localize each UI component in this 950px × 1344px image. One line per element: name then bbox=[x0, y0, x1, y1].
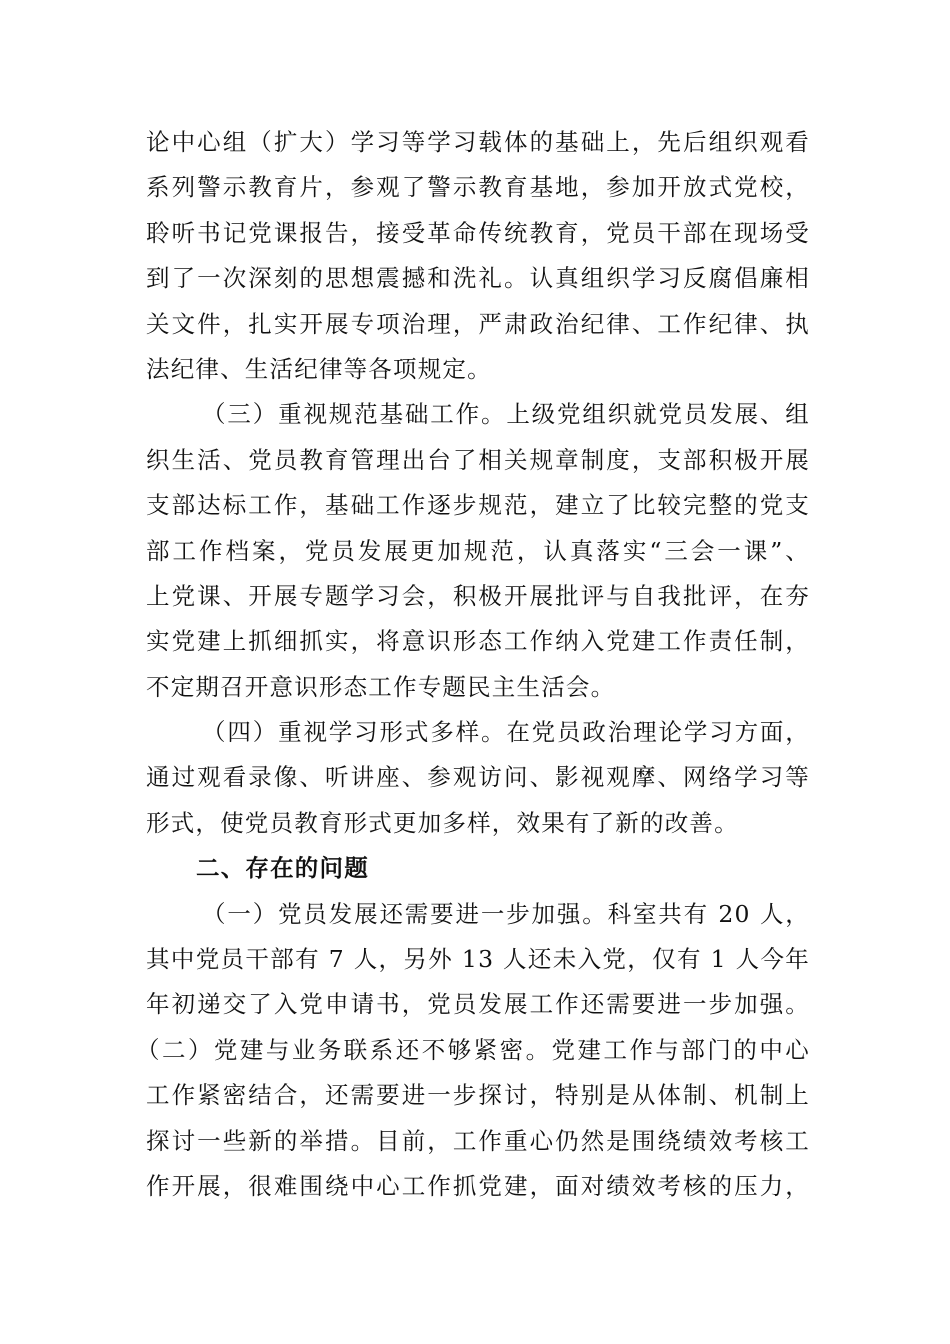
text-line: 法纪律、生活纪律等各项规定。 bbox=[146, 354, 492, 383]
paragraph-heading-3: （三）重视规范基础工作。上级党组织就党员发展、组 bbox=[202, 400, 810, 429]
text-line: 探讨一些新的举措。目前，工作重心仍然是围绕绩效考核工 bbox=[146, 1126, 810, 1155]
document-body bbox=[136, 120, 810, 1209]
section-heading: 二、存在的问题 bbox=[196, 854, 369, 883]
text-line: 关文件，扎实开展专项治理，严肃政治纪律、工作纪律、执 bbox=[146, 309, 810, 338]
text-line: 其中党员干部有 7 人，另外 13 人还未入党，仅有 1 人今年 bbox=[146, 945, 810, 974]
text-line: 聆听书记党课报告，接受革命传统教育，党员干部在现场受 bbox=[146, 218, 810, 247]
text-line: 作开展，很难围绕中心工作抓党建，面对绩效考核的压力， bbox=[146, 1171, 810, 1200]
text-line: 通过观看录像、听讲座、参观访问、影视观摩、网络学习等 bbox=[146, 763, 810, 792]
text-line: 形式，使党员教育形式更加多样，效果有了新的改善。 bbox=[146, 808, 739, 837]
text-line: 到了一次深刻的思想震撼和洗礼。认真组织学习反腐倡廉相 bbox=[146, 264, 810, 293]
paragraph-heading-4: （四）重视学习形式多样。在党员政治理论学习方面， bbox=[202, 718, 810, 747]
text-line: 不定期召开意识形态工作专题民主生活会。 bbox=[146, 672, 616, 701]
text-line: 实党建上抓细抓实，将意识形态工作纳入党建工作责任制， bbox=[146, 627, 810, 656]
text-line: 年初递交了入党申请书，党员发展工作还需要进一步加强。 bbox=[146, 990, 810, 1019]
text-line: 上党课、开展专题学习会，积极开展批评与自我批评，在夯 bbox=[146, 581, 810, 610]
text-line: 织生活、党员教育管理出台了相关规章制度，支部积极开展 bbox=[146, 445, 810, 474]
text-line: 工作紧密结合，还需要进一步探讨，特别是从体制、机制上 bbox=[146, 1081, 810, 1110]
paragraph-heading-2: （二）党建与业务联系还不够紧密。党建工作与部门的中心 bbox=[136, 1035, 810, 1064]
text-line: 支部达标工作，基础工作逐步规范，建立了比较完整的党支 bbox=[146, 491, 810, 520]
text-line: 系列警示教育片，参观了警示教育基地，参加开放式党校， bbox=[146, 173, 810, 202]
paragraph-heading-1: （一）党员发展还需要进一步加强。科室共有 20 人， bbox=[202, 899, 810, 928]
text-line: 部工作档案，党员发展更加规范，认真落实“三会一课”、 bbox=[146, 536, 810, 565]
text-line: 论中心组（扩大）学习等学习载体的基础上，先后组织观看 bbox=[146, 128, 810, 156]
